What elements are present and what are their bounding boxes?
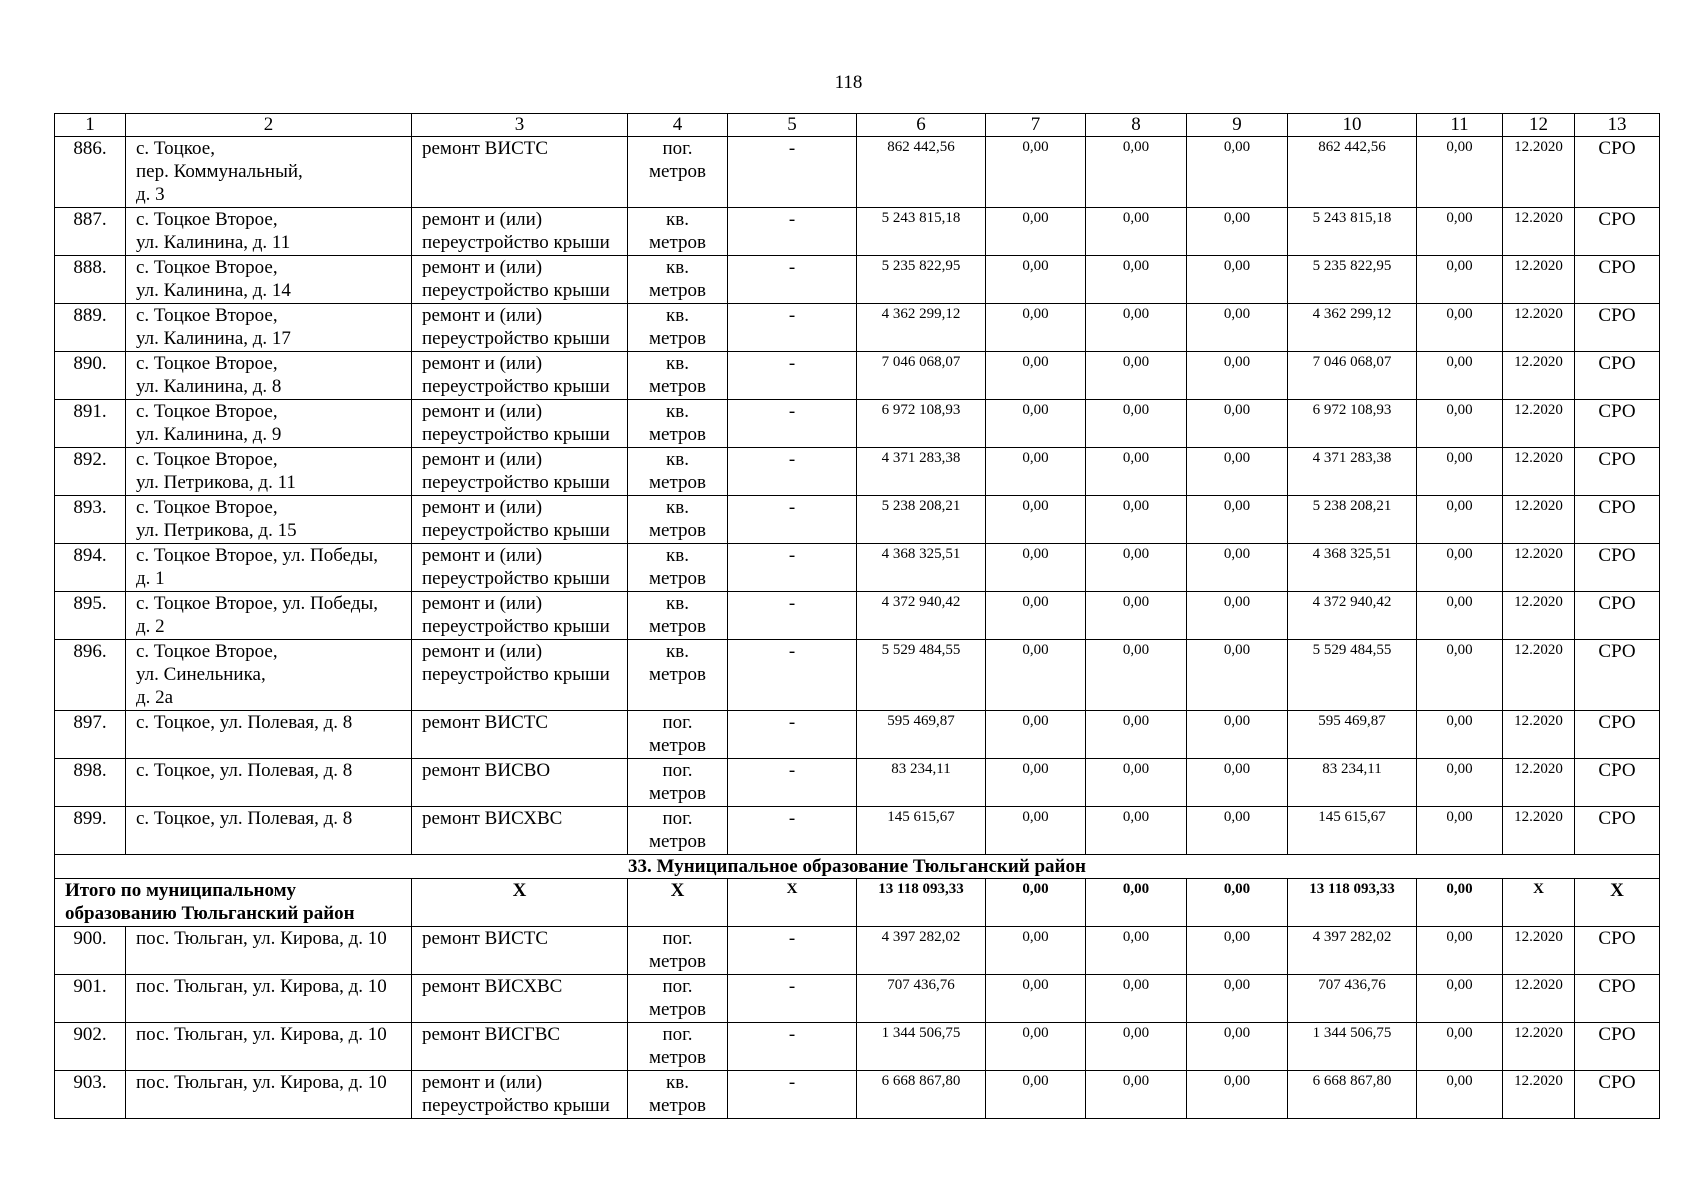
c12-cell: 12.2020	[1503, 352, 1575, 400]
c11-cell: 0,00	[1417, 640, 1503, 711]
row-number: 903.	[55, 1071, 126, 1119]
c7-cell: 0,00	[986, 807, 1086, 855]
c6-cell: 83 234,11	[857, 759, 986, 807]
c10-cell: 707 436,76	[1288, 975, 1417, 1023]
status-cell: СРО	[1575, 927, 1660, 975]
c10-cell: 5 243 815,18	[1288, 208, 1417, 256]
c8-cell: 0,00	[1086, 544, 1187, 592]
total-col5: Х	[728, 879, 857, 927]
c12-cell: 12.2020	[1503, 592, 1575, 640]
total-c12: Х	[1503, 879, 1575, 927]
status-cell: СРО	[1575, 544, 1660, 592]
table-row	[55, 711, 1660, 759]
c8-cell: 0,00	[1086, 448, 1187, 496]
header-cell: 11	[1417, 114, 1503, 137]
status-cell: СРО	[1575, 496, 1660, 544]
address-cell: с. Тоцкое Второе, ул. Калинина, д. 8	[126, 352, 412, 400]
c6-cell: 4 368 325,51	[857, 544, 986, 592]
c6-cell: 4 397 282,02	[857, 927, 986, 975]
c7-cell: 0,00	[986, 759, 1086, 807]
c9-cell: 0,00	[1187, 137, 1288, 208]
c8-cell: 0,00	[1086, 975, 1187, 1023]
c10-cell: 5 238 208,21	[1288, 496, 1417, 544]
work-type-cell: ремонт ВИСВО	[412, 759, 628, 807]
c12-cell: 12.2020	[1503, 759, 1575, 807]
status-cell: СРО	[1575, 400, 1660, 448]
c9-cell: 0,00	[1187, 1071, 1288, 1119]
header-cell: 2	[126, 114, 412, 137]
table-row	[55, 544, 1660, 592]
unit-cell: пог. метров	[628, 1023, 728, 1071]
address-cell: с. Тоцкое Второе, ул. Калинина, д. 17	[126, 304, 412, 352]
table-row	[55, 975, 1660, 1023]
c9-cell: 0,00	[1187, 448, 1288, 496]
c10-cell: 7 046 068,07	[1288, 352, 1417, 400]
table-row	[55, 807, 1660, 855]
row-number: 891.	[55, 400, 126, 448]
c8-cell: 0,00	[1086, 304, 1187, 352]
header-cell: 10	[1288, 114, 1417, 137]
c10-cell: 4 362 299,12	[1288, 304, 1417, 352]
header-cell: 6	[857, 114, 986, 137]
c12-cell: 12.2020	[1503, 1023, 1575, 1071]
total-c9: 0,00	[1187, 879, 1288, 927]
c8-cell: 0,00	[1086, 927, 1187, 975]
address-cell: с. Тоцкое, пер. Коммунальный, д. 3	[126, 137, 412, 208]
total-col4: Х	[628, 879, 728, 927]
work-type-cell: ремонт ВИСГВС	[412, 1023, 628, 1071]
total-row	[55, 879, 1660, 927]
c12-cell: 12.2020	[1503, 496, 1575, 544]
unit-cell: кв. метров	[628, 448, 728, 496]
table-row	[55, 592, 1660, 640]
c8-cell: 0,00	[1086, 137, 1187, 208]
unit-cell: кв. метров	[628, 352, 728, 400]
row-number: 902.	[55, 1023, 126, 1071]
address-cell: пос. Тюльган, ул. Кирова, д. 10	[126, 1023, 412, 1071]
c10-cell: 83 234,11	[1288, 759, 1417, 807]
c6-cell: 4 362 299,12	[857, 304, 986, 352]
status-cell: СРО	[1575, 807, 1660, 855]
table-row	[55, 1023, 1660, 1071]
address-cell: с. Тоцкое Второе, ул. Победы, д. 2	[126, 592, 412, 640]
c8-cell: 0,00	[1086, 711, 1187, 759]
col5-cell: -	[728, 208, 857, 256]
c6-cell: 1 344 506,75	[857, 1023, 986, 1071]
unit-cell: пог. метров	[628, 759, 728, 807]
c9-cell: 0,00	[1187, 208, 1288, 256]
c10-cell: 6 668 867,80	[1288, 1071, 1417, 1119]
c12-cell: 12.2020	[1503, 448, 1575, 496]
row-number: 897.	[55, 711, 126, 759]
col5-cell: -	[728, 640, 857, 711]
c7-cell: 0,00	[986, 400, 1086, 448]
header-cell: 13	[1575, 114, 1660, 137]
row-number: 896.	[55, 640, 126, 711]
c10-cell: 862 442,56	[1288, 137, 1417, 208]
c9-cell: 0,00	[1187, 496, 1288, 544]
row-number: 899.	[55, 807, 126, 855]
total-col3: Х	[412, 879, 628, 927]
row-number: 893.	[55, 496, 126, 544]
work-type-cell: ремонт и (или) переустройство крыши	[412, 448, 628, 496]
col5-cell: -	[728, 807, 857, 855]
c6-cell: 5 235 822,95	[857, 256, 986, 304]
table-row	[55, 137, 1660, 208]
c8-cell: 0,00	[1086, 400, 1187, 448]
address-cell: пос. Тюльган, ул. Кирова, д. 10	[126, 975, 412, 1023]
work-type-cell: ремонт ВИСТС	[412, 137, 628, 208]
work-type-cell: ремонт и (или) переустройство крыши	[412, 544, 628, 592]
status-cell: СРО	[1575, 640, 1660, 711]
unit-cell: кв. метров	[628, 400, 728, 448]
c6-cell: 6 668 867,80	[857, 1071, 986, 1119]
work-type-cell: ремонт ВИСХВС	[412, 975, 628, 1023]
c8-cell: 0,00	[1086, 592, 1187, 640]
row-number: 887.	[55, 208, 126, 256]
c8-cell: 0,00	[1086, 256, 1187, 304]
c7-cell: 0,00	[986, 304, 1086, 352]
unit-cell: кв. метров	[628, 256, 728, 304]
status-cell: СРО	[1575, 208, 1660, 256]
c6-cell: 5 238 208,21	[857, 496, 986, 544]
col5-cell: -	[728, 304, 857, 352]
c11-cell: 0,00	[1417, 544, 1503, 592]
table-row	[55, 208, 1660, 256]
c7-cell: 0,00	[986, 496, 1086, 544]
col5-cell: -	[728, 975, 857, 1023]
row-number: 898.	[55, 759, 126, 807]
c12-cell: 12.2020	[1503, 807, 1575, 855]
c11-cell: 0,00	[1417, 807, 1503, 855]
unit-cell: кв. метров	[628, 304, 728, 352]
c6-cell: 6 972 108,93	[857, 400, 986, 448]
status-cell: СРО	[1575, 1023, 1660, 1071]
c8-cell: 0,00	[1086, 1023, 1187, 1071]
unit-cell: пог. метров	[628, 807, 728, 855]
c11-cell: 0,00	[1417, 137, 1503, 208]
row-number: 894.	[55, 544, 126, 592]
header-cell: 1	[55, 114, 126, 137]
work-type-cell: ремонт и (или) переустройство крыши	[412, 1071, 628, 1119]
table-row	[55, 1071, 1660, 1119]
c7-cell: 0,00	[986, 544, 1086, 592]
c10-cell: 1 344 506,75	[1288, 1023, 1417, 1071]
c9-cell: 0,00	[1187, 592, 1288, 640]
status-cell: СРО	[1575, 711, 1660, 759]
address-cell: пос. Тюльган, ул. Кирова, д. 10	[126, 927, 412, 975]
col5-cell: -	[728, 400, 857, 448]
c7-cell: 0,00	[986, 711, 1086, 759]
c10-cell: 4 371 283,38	[1288, 448, 1417, 496]
total-c8: 0,00	[1086, 879, 1187, 927]
c11-cell: 0,00	[1417, 448, 1503, 496]
address-cell: с. Тоцкое, ул. Полевая, д. 8	[126, 711, 412, 759]
header-cell: 9	[1187, 114, 1288, 137]
c6-cell: 4 371 283,38	[857, 448, 986, 496]
c9-cell: 0,00	[1187, 640, 1288, 711]
work-type-cell: ремонт и (или) переустройство крыши	[412, 592, 628, 640]
col5-cell: -	[728, 759, 857, 807]
c8-cell: 0,00	[1086, 807, 1187, 855]
c12-cell: 12.2020	[1503, 544, 1575, 592]
c12-cell: 12.2020	[1503, 208, 1575, 256]
header-cell: 4	[628, 114, 728, 137]
row-number: 889.	[55, 304, 126, 352]
col5-cell: -	[728, 711, 857, 759]
col5-cell: -	[728, 448, 857, 496]
status-cell: СРО	[1575, 304, 1660, 352]
status-cell: СРО	[1575, 137, 1660, 208]
c8-cell: 0,00	[1086, 759, 1187, 807]
c12-cell: 12.2020	[1503, 137, 1575, 208]
c10-cell: 5 235 822,95	[1288, 256, 1417, 304]
total-c11: 0,00	[1417, 879, 1503, 927]
c8-cell: 0,00	[1086, 1071, 1187, 1119]
c11-cell: 0,00	[1417, 927, 1503, 975]
c9-cell: 0,00	[1187, 352, 1288, 400]
header-cell: 5	[728, 114, 857, 137]
c10-cell: 4 372 940,42	[1288, 592, 1417, 640]
row-number: 888.	[55, 256, 126, 304]
total-c10: 13 118 093,33	[1288, 879, 1417, 927]
c12-cell: 12.2020	[1503, 975, 1575, 1023]
status-cell: СРО	[1575, 448, 1660, 496]
c12-cell: 12.2020	[1503, 304, 1575, 352]
c11-cell: 0,00	[1417, 496, 1503, 544]
work-type-cell: ремонт ВИСТС	[412, 927, 628, 975]
c12-cell: 12.2020	[1503, 1071, 1575, 1119]
c6-cell: 862 442,56	[857, 137, 986, 208]
c11-cell: 0,00	[1417, 352, 1503, 400]
work-type-cell: ремонт и (или) переустройство крыши	[412, 208, 628, 256]
c7-cell: 0,00	[986, 1071, 1086, 1119]
status-cell: СРО	[1575, 592, 1660, 640]
c7-cell: 0,00	[986, 975, 1086, 1023]
c11-cell: 0,00	[1417, 1071, 1503, 1119]
c12-cell: 12.2020	[1503, 640, 1575, 711]
c10-cell: 4 368 325,51	[1288, 544, 1417, 592]
table-row	[55, 400, 1660, 448]
col5-cell: -	[728, 352, 857, 400]
address-cell: с. Тоцкое Второе, ул. Синельника, д. 2а	[126, 640, 412, 711]
status-cell: СРО	[1575, 256, 1660, 304]
c11-cell: 0,00	[1417, 1023, 1503, 1071]
col5-cell: -	[728, 137, 857, 208]
c9-cell: 0,00	[1187, 544, 1288, 592]
c10-cell: 145 615,67	[1288, 807, 1417, 855]
row-number: 901.	[55, 975, 126, 1023]
row-number: 895.	[55, 592, 126, 640]
work-type-cell: ремонт ВИСХВС	[412, 807, 628, 855]
row-number: 890.	[55, 352, 126, 400]
c11-cell: 0,00	[1417, 400, 1503, 448]
work-type-cell: ремонт и (или) переустройство крыши	[412, 304, 628, 352]
work-type-cell: ремонт и (или) переустройство крыши	[412, 640, 628, 711]
total-c6: 13 118 093,33	[857, 879, 986, 927]
address-cell: пос. Тюльган, ул. Кирова, д. 10	[126, 1071, 412, 1119]
c11-cell: 0,00	[1417, 256, 1503, 304]
section-title: 33. Муниципальное образование Тюльганский район	[55, 855, 1660, 879]
col5-cell: -	[728, 592, 857, 640]
table-row	[55, 448, 1660, 496]
c9-cell: 0,00	[1187, 975, 1288, 1023]
section-title-row	[55, 855, 1660, 879]
program-table	[54, 113, 1660, 1119]
c12-cell: 12.2020	[1503, 400, 1575, 448]
c7-cell: 0,00	[986, 1023, 1086, 1071]
col5-cell: -	[728, 1023, 857, 1071]
c7-cell: 0,00	[986, 927, 1086, 975]
address-cell: с. Тоцкое, ул. Полевая, д. 8	[126, 807, 412, 855]
c9-cell: 0,00	[1187, 759, 1288, 807]
c6-cell: 4 372 940,42	[857, 592, 986, 640]
c8-cell: 0,00	[1086, 496, 1187, 544]
table-row	[55, 352, 1660, 400]
c7-cell: 0,00	[986, 640, 1086, 711]
row-number: 900.	[55, 927, 126, 975]
address-cell: с. Тоцкое Второе, ул. Калинина, д. 11	[126, 208, 412, 256]
unit-cell: кв. метров	[628, 592, 728, 640]
total-col13: Х	[1575, 879, 1660, 927]
col5-cell: -	[728, 496, 857, 544]
c6-cell: 595 469,87	[857, 711, 986, 759]
unit-cell: пог. метров	[628, 711, 728, 759]
c11-cell: 0,00	[1417, 975, 1503, 1023]
c6-cell: 5 529 484,55	[857, 640, 986, 711]
page-number: 118	[834, 72, 863, 93]
table-row	[55, 927, 1660, 975]
header-cell: 7	[986, 114, 1086, 137]
address-cell: с. Тоцкое Второе, ул. Петрикова, д. 11	[126, 448, 412, 496]
header-cell: 12	[1503, 114, 1575, 137]
c8-cell: 0,00	[1086, 352, 1187, 400]
status-cell: СРО	[1575, 759, 1660, 807]
c11-cell: 0,00	[1417, 759, 1503, 807]
address-cell: с. Тоцкое Второе, ул. Калинина, д. 9	[126, 400, 412, 448]
c11-cell: 0,00	[1417, 304, 1503, 352]
col5-cell: -	[728, 544, 857, 592]
unit-cell: пог. метров	[628, 927, 728, 975]
address-cell: с. Тоцкое Второе, ул. Победы, д. 1	[126, 544, 412, 592]
status-cell: СРО	[1575, 1071, 1660, 1119]
address-cell: с. Тоцкое Второе, ул. Калинина, д. 14	[126, 256, 412, 304]
c7-cell: 0,00	[986, 137, 1086, 208]
c11-cell: 0,00	[1417, 208, 1503, 256]
work-type-cell: ремонт ВИСТС	[412, 711, 628, 759]
unit-cell: кв. метров	[628, 1071, 728, 1119]
c10-cell: 6 972 108,93	[1288, 400, 1417, 448]
c6-cell: 145 615,67	[857, 807, 986, 855]
header-cell: 8	[1086, 114, 1187, 137]
unit-cell: кв. метров	[628, 640, 728, 711]
work-type-cell: ремонт и (или) переустройство крыши	[412, 256, 628, 304]
total-label: Итого по муниципальному образованию Тюльганский район	[55, 879, 412, 927]
c6-cell: 7 046 068,07	[857, 352, 986, 400]
unit-cell: кв. метров	[628, 208, 728, 256]
unit-cell: кв. метров	[628, 496, 728, 544]
table-row	[55, 496, 1660, 544]
table-row	[55, 640, 1660, 711]
address-cell: с. Тоцкое Второе, ул. Петрикова, д. 15	[126, 496, 412, 544]
c6-cell: 707 436,76	[857, 975, 986, 1023]
work-type-cell: ремонт и (или) переустройство крыши	[412, 352, 628, 400]
unit-cell: кв. метров	[628, 544, 728, 592]
status-cell: СРО	[1575, 975, 1660, 1023]
c9-cell: 0,00	[1187, 927, 1288, 975]
c7-cell: 0,00	[986, 592, 1086, 640]
c7-cell: 0,00	[986, 208, 1086, 256]
table-row	[55, 256, 1660, 304]
col5-cell: -	[728, 927, 857, 975]
c10-cell: 595 469,87	[1288, 711, 1417, 759]
c11-cell: 0,00	[1417, 711, 1503, 759]
table-row	[55, 304, 1660, 352]
c7-cell: 0,00	[986, 256, 1086, 304]
c6-cell: 5 243 815,18	[857, 208, 986, 256]
unit-cell: пог. метров	[628, 137, 728, 208]
c12-cell: 12.2020	[1503, 256, 1575, 304]
status-cell: СРО	[1575, 352, 1660, 400]
work-type-cell: ремонт и (или) переустройство крыши	[412, 400, 628, 448]
col5-cell: -	[728, 1071, 857, 1119]
c12-cell: 12.2020	[1503, 711, 1575, 759]
header-cell: 3	[412, 114, 628, 137]
table-row	[55, 759, 1660, 807]
c7-cell: 0,00	[986, 352, 1086, 400]
c10-cell: 5 529 484,55	[1288, 640, 1417, 711]
c8-cell: 0,00	[1086, 208, 1187, 256]
c9-cell: 0,00	[1187, 1023, 1288, 1071]
col5-cell: -	[728, 256, 857, 304]
total-c7: 0,00	[986, 879, 1086, 927]
row-number: 886.	[55, 137, 126, 208]
column-number-header	[55, 114, 1660, 137]
address-cell: с. Тоцкое, ул. Полевая, д. 8	[126, 759, 412, 807]
c8-cell: 0,00	[1086, 640, 1187, 711]
c9-cell: 0,00	[1187, 807, 1288, 855]
c9-cell: 0,00	[1187, 400, 1288, 448]
c7-cell: 0,00	[986, 448, 1086, 496]
c12-cell: 12.2020	[1503, 927, 1575, 975]
c9-cell: 0,00	[1187, 304, 1288, 352]
c9-cell: 0,00	[1187, 711, 1288, 759]
c10-cell: 4 397 282,02	[1288, 927, 1417, 975]
c11-cell: 0,00	[1417, 592, 1503, 640]
work-type-cell: ремонт и (или) переустройство крыши	[412, 496, 628, 544]
c9-cell: 0,00	[1187, 256, 1288, 304]
unit-cell: пог. метров	[628, 975, 728, 1023]
row-number: 892.	[55, 448, 126, 496]
